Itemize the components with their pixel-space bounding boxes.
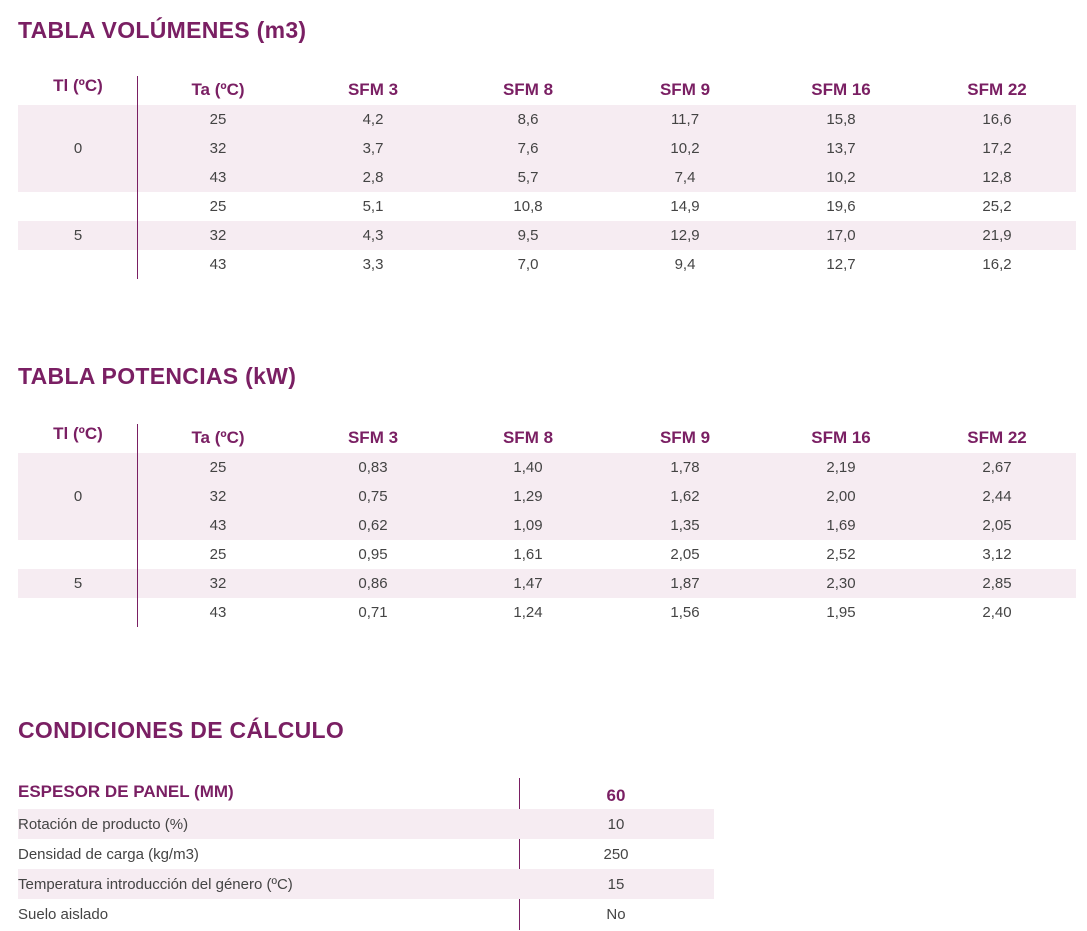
value-cell: 1,24 (513, 604, 543, 621)
value-cell: 14,9 (670, 198, 700, 215)
ta-cell: 25 (209, 546, 227, 563)
value-cell: 2,85 (982, 575, 1012, 592)
table-row (18, 105, 1076, 134)
model-column-header: SFM 8 (502, 80, 554, 99)
value-cell: 3,7 (362, 140, 384, 157)
ta-cell: 43 (209, 604, 227, 621)
value-cell: 3,12 (982, 546, 1012, 563)
value-cell: 1,09 (513, 517, 543, 534)
ta-cell: 25 (209, 459, 227, 476)
model-column-header: SFM 9 (659, 428, 711, 447)
table-row (18, 482, 1076, 511)
value-cell: 17,0 (826, 227, 856, 244)
value-cell: 5,7 (517, 169, 539, 186)
ta-cell: 25 (209, 198, 227, 215)
column-divider (137, 424, 138, 627)
value-cell: 8,6 (517, 111, 539, 128)
model-column-header: SFM 8 (502, 428, 554, 447)
value-cell: 7,6 (517, 140, 539, 157)
value-cell: 19,6 (826, 198, 856, 215)
value-cell: 1,29 (513, 488, 543, 505)
value-cell: 0,71 (358, 604, 388, 621)
value-cell: 21,9 (982, 227, 1012, 244)
value-cell: 2,00 (826, 488, 856, 505)
value-cell: 16,2 (982, 256, 1012, 273)
model-column-header: SFM 22 (967, 80, 1027, 99)
condition-value: 10 (607, 816, 625, 833)
tl-group-label: 5 (73, 575, 83, 592)
value-cell: 7,4 (674, 169, 696, 186)
value-cell: 4,3 (362, 227, 384, 244)
table-row (18, 598, 1076, 627)
value-cell: 1,35 (670, 517, 700, 534)
model-column-header: SFM 3 (347, 428, 399, 447)
value-cell: 10,2 (826, 169, 856, 186)
table-row (18, 569, 1076, 598)
panel-thickness-label: ESPESOR DE PANEL (MM) (18, 782, 234, 801)
condition-label: Temperatura introducción del género (ºC) (18, 876, 293, 893)
value-cell: 9,4 (674, 256, 696, 273)
condition-label: Rotación de producto (%) (18, 816, 189, 833)
value-cell: 1,56 (670, 604, 700, 621)
conditions-row (18, 809, 714, 839)
value-cell: 1,95 (826, 604, 856, 621)
value-cell: 16,6 (982, 111, 1012, 128)
tl-column-header: Tl (ºC) (53, 424, 103, 443)
tl-column-header: Tl (ºC) (53, 76, 103, 95)
value-cell: 5,1 (362, 198, 384, 215)
value-cell: 2,40 (982, 604, 1012, 621)
value-cell: 12,8 (982, 169, 1012, 186)
condition-label: Suelo aislado (18, 906, 109, 923)
table-row (18, 134, 1076, 163)
value-cell: 11,7 (670, 111, 700, 128)
condition-value: 15 (607, 876, 625, 893)
value-cell: 0,75 (358, 488, 388, 505)
table-row (18, 511, 1076, 540)
value-cell: 7,0 (517, 256, 539, 273)
model-column-header: SFM 22 (967, 428, 1027, 447)
conditions-table (18, 778, 714, 923)
value-cell: 12,7 (826, 256, 856, 273)
value-cell: 2,30 (826, 575, 856, 592)
value-cell: 10,8 (513, 198, 543, 215)
table-row (18, 250, 1076, 279)
condition-value: 250 (603, 846, 629, 863)
table-row (18, 453, 1076, 482)
model-column-header: SFM 9 (659, 80, 711, 99)
conditions-row (18, 869, 714, 899)
value-cell: 9,5 (517, 227, 539, 244)
value-cell: 15,8 (826, 111, 856, 128)
value-cell: 2,44 (982, 488, 1012, 505)
value-cell: 2,05 (670, 546, 700, 563)
ta-cell: 43 (209, 517, 227, 534)
column-divider (137, 76, 138, 279)
conditions-row (18, 839, 714, 869)
power-table-title: TABLA POTENCIAS (kW) (18, 363, 297, 389)
value-cell: 2,52 (826, 546, 856, 563)
table-row (18, 540, 1076, 569)
ta-cell: 43 (209, 256, 227, 273)
panel-thickness-value: 60 (606, 786, 626, 805)
table-row (18, 221, 1076, 250)
value-cell: 0,83 (358, 459, 388, 476)
value-cell: 1,61 (513, 546, 543, 563)
value-cell: 1,87 (670, 575, 700, 592)
ta-column-header: Ta (ºC) (191, 428, 245, 447)
conditions-title: CONDICIONES DE CÁLCULO (18, 717, 345, 743)
ta-cell: 32 (209, 140, 227, 157)
model-column-header: SFM 16 (811, 80, 871, 99)
tl-group-label: 0 (73, 140, 83, 157)
value-cell: 1,47 (513, 575, 543, 592)
conditions-row (18, 899, 714, 929)
volumes-table-title: TABLA VOLÚMENES (m3) (18, 17, 307, 43)
value-cell: 12,9 (670, 227, 700, 244)
model-column-header: SFM 16 (811, 428, 871, 447)
value-cell: 2,67 (982, 459, 1012, 476)
ta-column-header: Ta (ºC) (191, 80, 245, 99)
value-cell: 1,62 (670, 488, 700, 505)
model-column-header: SFM 3 (347, 80, 399, 99)
value-cell: 13,7 (826, 140, 856, 157)
conditions-header-row (18, 778, 714, 809)
table-row (18, 192, 1076, 221)
value-cell: 0,62 (358, 517, 388, 534)
value-cell: 2,19 (826, 459, 856, 476)
value-cell: 17,2 (982, 140, 1012, 157)
condition-label: Densidad de carga (kg/m3) (18, 846, 199, 863)
condition-value: No (606, 906, 626, 923)
value-cell: 4,2 (362, 111, 384, 128)
ta-cell: 25 (209, 111, 227, 128)
value-cell: 25,2 (982, 198, 1012, 215)
ta-cell: 43 (209, 169, 227, 186)
power-table (18, 424, 1076, 621)
value-cell: 0,95 (358, 546, 388, 563)
table-row (18, 163, 1076, 192)
ta-cell: 32 (209, 488, 227, 505)
ta-cell: 32 (209, 575, 227, 592)
ta-cell: 32 (209, 227, 227, 244)
table-header-row (18, 76, 1076, 106)
value-cell: 0,86 (358, 575, 388, 592)
value-cell: 10,2 (670, 140, 700, 157)
value-cell: 1,78 (670, 459, 700, 476)
value-cell: 3,3 (362, 256, 384, 273)
volumes-table (18, 76, 1076, 273)
value-cell: 1,40 (513, 459, 543, 476)
table-header-row (18, 424, 1076, 454)
value-cell: 1,69 (826, 517, 856, 534)
value-cell: 2,8 (362, 169, 384, 186)
tl-group-label: 5 (73, 227, 83, 244)
value-cell: 2,05 (982, 517, 1012, 534)
tl-group-label: 0 (73, 488, 83, 505)
